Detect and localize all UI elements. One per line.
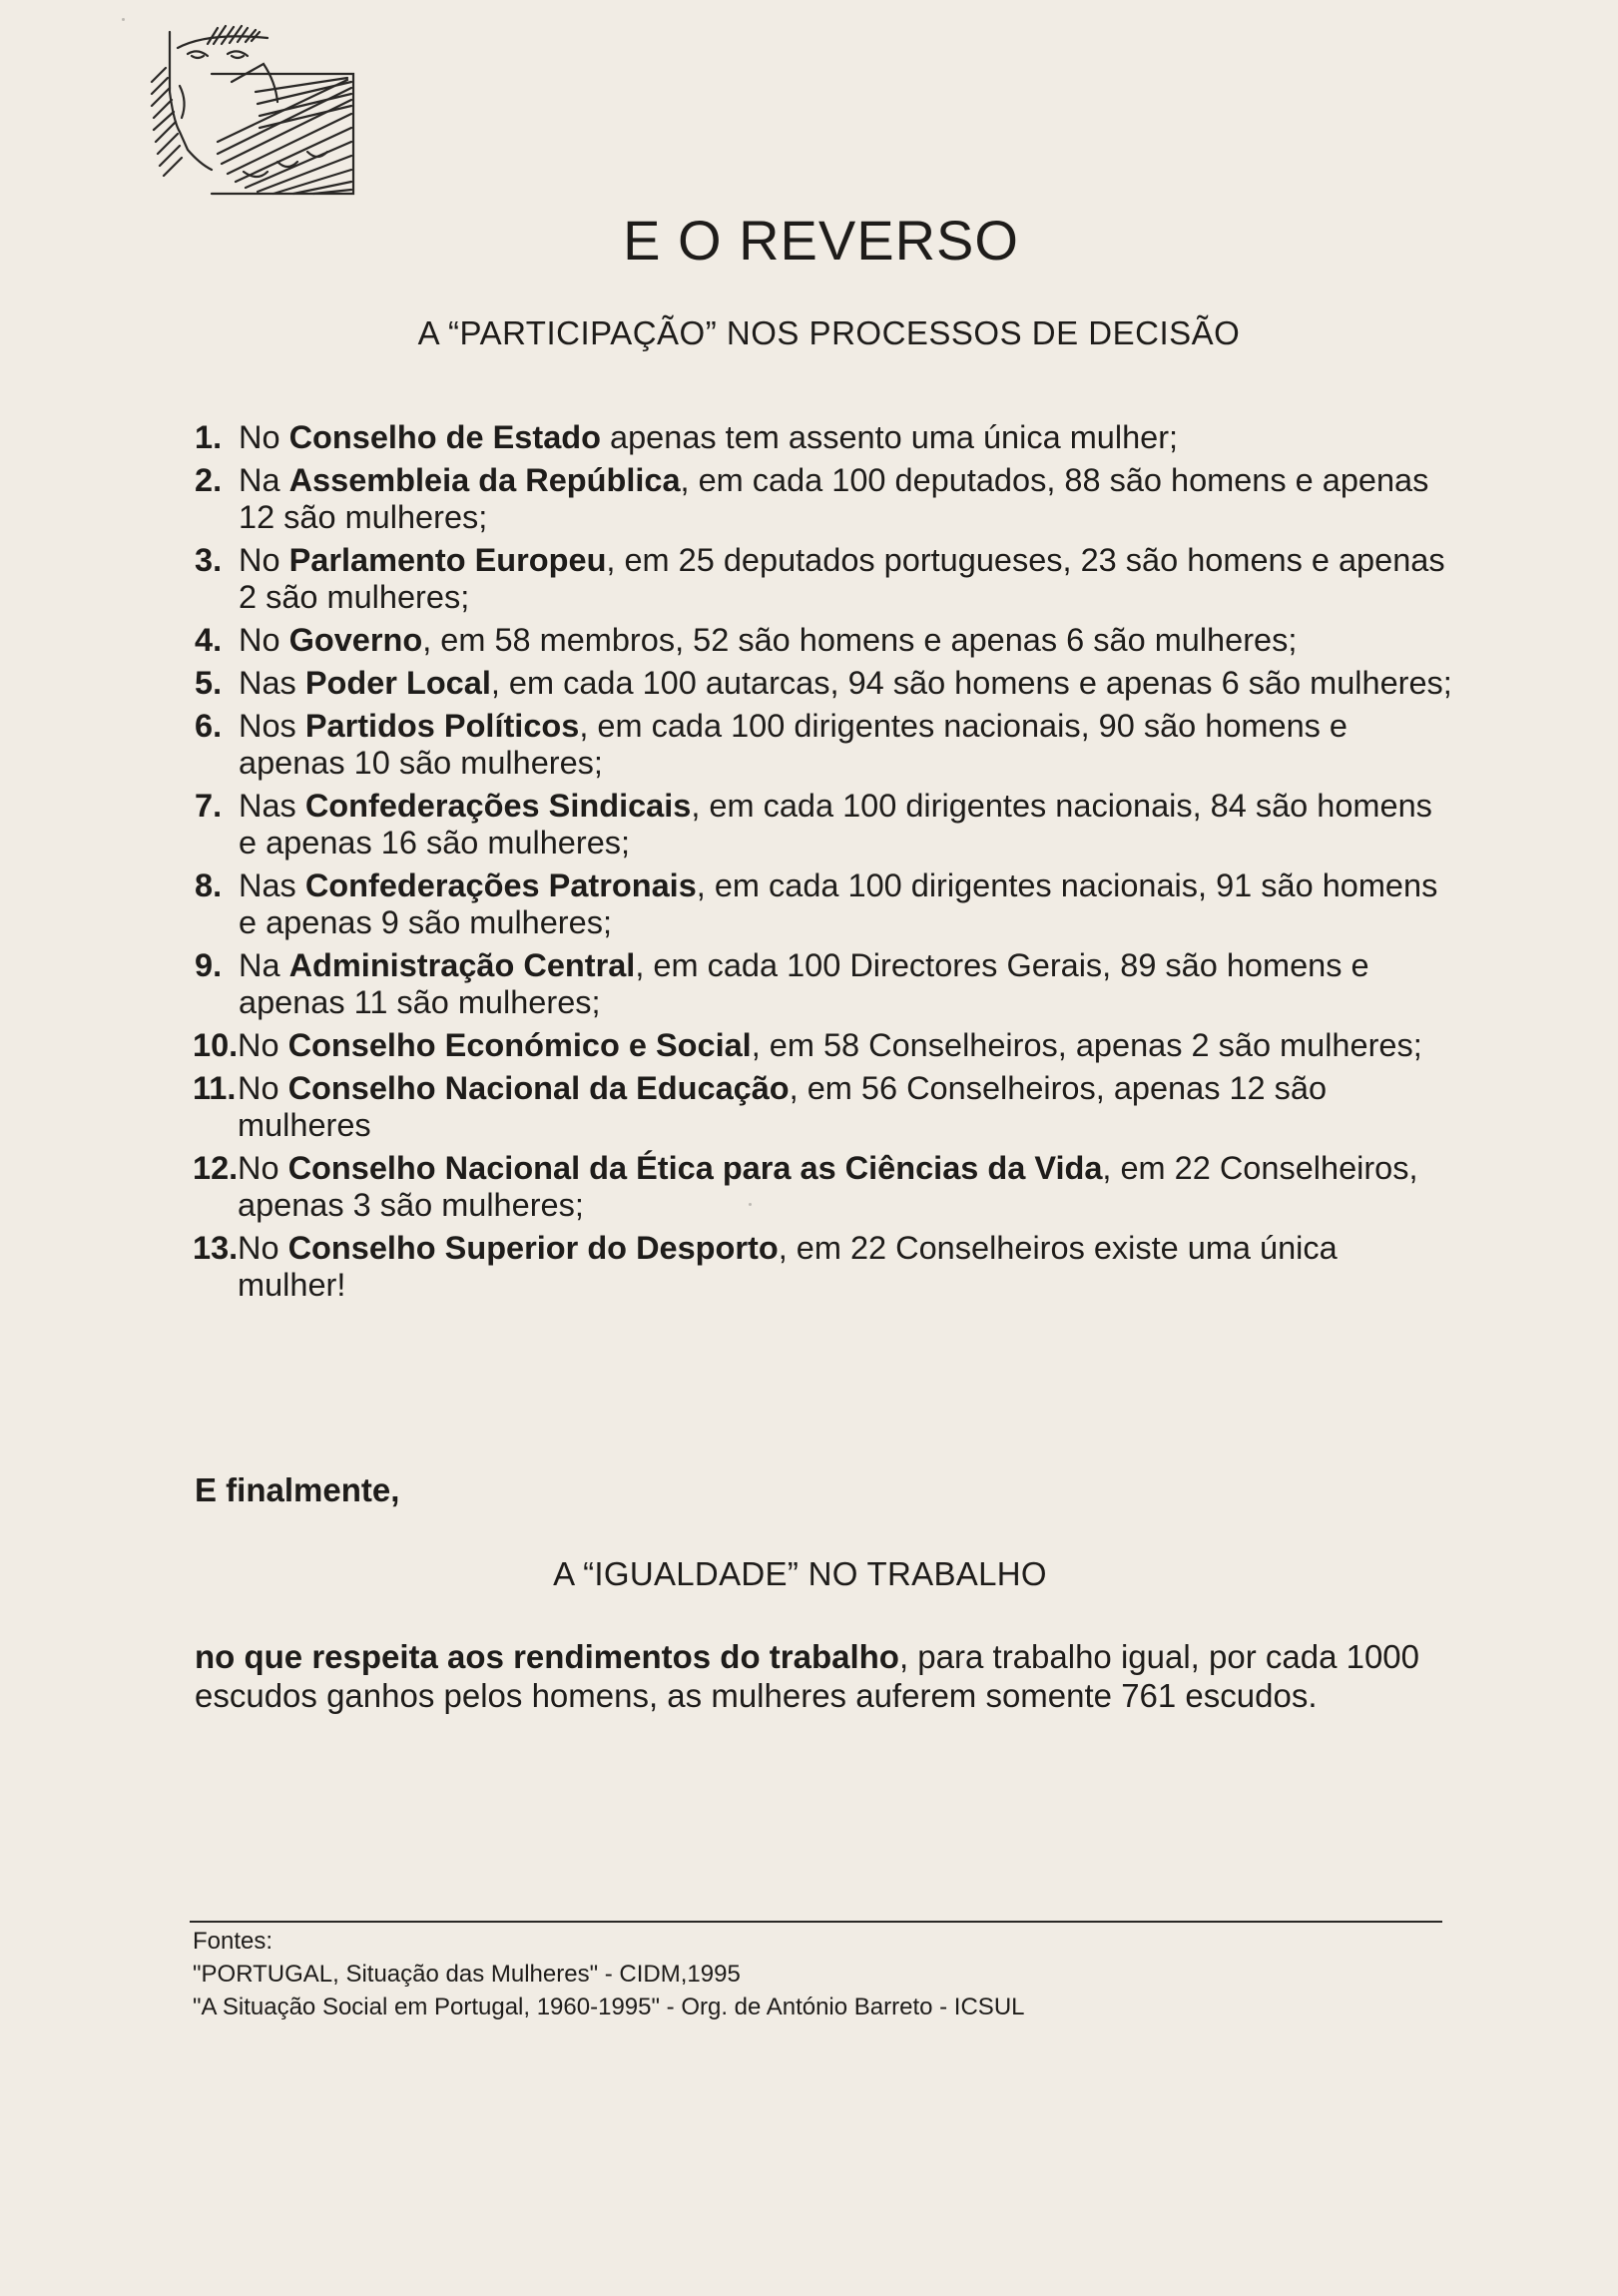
- list-item-institution: Governo: [288, 622, 423, 658]
- list-item-institution: Confederações Patronais: [304, 867, 697, 903]
- list-item-number: 3.: [195, 542, 223, 578]
- list-item-text: [239, 788, 1432, 861]
- list-item: [195, 867, 1452, 941]
- list-item-detail: , em cada 100 Directores Gerais, 89 são homens e apenas 11 são mulheres;: [239, 947, 1369, 1020]
- source-line: "A Situação Social em Portugal, 1960-1995" - Org. de António Barreto - ICSUL: [193, 1994, 1025, 2020]
- list-item-prefix: Nas: [239, 788, 305, 824]
- list-item-text: [239, 867, 1437, 940]
- list-item-prefix: No: [238, 1150, 288, 1186]
- list-item-number: 12.: [193, 1150, 239, 1186]
- list-item-text: [239, 622, 1297, 658]
- list-item-institution: Confederações Sindicais: [304, 788, 692, 824]
- list-item: [195, 1150, 1452, 1224]
- list-item-text: [238, 1150, 1418, 1223]
- list-item: [195, 708, 1452, 782]
- list-item-institution: Conselho Nacional da Educação: [287, 1070, 790, 1106]
- list-item-text: [239, 708, 1348, 781]
- list-item-detail: , em cada 100 dirigentes nacionais, 90 são homens e apenas 10 são mulheres;: [239, 708, 1348, 781]
- list-item-number: 9.: [195, 947, 223, 983]
- list-item: [195, 665, 1452, 702]
- list-item-detail: , em 56 Conselheiros, apenas 12 são mulheres: [238, 1070, 1328, 1143]
- list-item-institution: Poder Local: [304, 665, 491, 701]
- list-item-institution: Conselho Nacional da Ética para as Ciências da Vida: [287, 1150, 1103, 1186]
- list-item-text: [239, 419, 1178, 455]
- list-item-number: 7.: [195, 788, 223, 824]
- list-item-prefix: No: [238, 1027, 288, 1063]
- list-item-institution: Conselho Económico e Social: [287, 1027, 752, 1063]
- list-item: [195, 1027, 1452, 1064]
- list-item-detail: apenas tem assento uma única mulher;: [600, 419, 1179, 455]
- list-item-prefix: No: [239, 542, 289, 578]
- list-item-number: 10.: [193, 1027, 239, 1063]
- list-item-number: 2.: [195, 462, 223, 498]
- list-item-prefix: Nas: [239, 665, 305, 701]
- list-item-institution: Conselho de Estado: [288, 419, 601, 455]
- list-item-institution: Assembleia da República: [288, 462, 681, 498]
- list-item-number: 4.: [195, 622, 223, 658]
- section-heading-participation: A “PARTICIPAÇÃO” NOS PROCESSOS DE DECISÃO: [417, 314, 1241, 351]
- list-item: [195, 462, 1452, 536]
- paper-speck: [122, 18, 125, 21]
- face-sketch-logo: [148, 22, 357, 198]
- paper-speck: [749, 1203, 752, 1206]
- paragraph-bold-text: no que respeita aos rendimentos do trabalho: [195, 1638, 899, 1675]
- list-item-number: 13.: [193, 1230, 239, 1266]
- list-item-detail: , em 58 membros, 52 são homens e apenas 6 são mulheres;: [422, 622, 1298, 658]
- list-item-text: [238, 1230, 1338, 1303]
- list-item-prefix: Na: [239, 947, 289, 983]
- wage-paragraph: [195, 1637, 1452, 1715]
- footnote-divider: [190, 1921, 1442, 1923]
- list-item-number: 5.: [195, 665, 223, 701]
- page-title: E O REVERSO: [623, 209, 1019, 272]
- list-item-text: [239, 947, 1369, 1020]
- list-item: [195, 1070, 1452, 1144]
- section-heading-equality: A “IGUALDADE” NO TRABALHO: [553, 1555, 1047, 1592]
- list-item-number: 1.: [195, 419, 223, 455]
- list-item-detail: , em 22 Conselheiros, apenas 3 são mulheres;: [238, 1150, 1418, 1223]
- list-item-institution: Parlamento Europeu: [288, 542, 607, 578]
- list-item: [195, 947, 1452, 1021]
- list-item-prefix: No: [239, 419, 289, 455]
- list-item-prefix: No: [239, 622, 289, 658]
- list-item-number: 11.: [193, 1070, 237, 1106]
- list-item-detail: , em 58 Conselheiros, apenas 2 são mulheres;: [751, 1027, 1422, 1063]
- transition-text: E finalmente,: [195, 1471, 400, 1508]
- sources-block: [193, 1925, 1025, 2023]
- list-item-detail: , em cada 100 deputados, 88 são homens e apenas 12 são mulheres;: [239, 462, 1429, 535]
- list-item-detail: , em 22 Conselheiros existe uma única mulher!: [238, 1230, 1338, 1303]
- list-item: [195, 419, 1452, 456]
- list-item-institution: Administração Central: [288, 947, 636, 983]
- source-line: "PORTUGAL, Situação das Mulheres" - CIDM,1995: [193, 1961, 741, 1988]
- list-item-prefix: Na: [239, 462, 289, 498]
- list-item-detail: , em cada 100 dirigentes nacionais, 91 são homens e apenas 9 são mulheres;: [239, 867, 1438, 940]
- list-item-detail: , em 25 deputados portugueses, 23 são homens e apenas 2 são mulheres;: [239, 542, 1445, 615]
- statistics-list: [195, 419, 1452, 1310]
- sources-label: Fontes:: [193, 1928, 273, 1955]
- list-item-prefix: No: [238, 1070, 288, 1106]
- list-item-text: [239, 665, 1452, 701]
- list-item: [195, 542, 1452, 616]
- list-item-number: 6.: [195, 708, 223, 744]
- list-item: [195, 1230, 1452, 1304]
- list-item-institution: Conselho Superior do Desporto: [287, 1230, 779, 1266]
- list-item-number: 8.: [195, 867, 223, 903]
- paragraph-text: , para trabalho igual, por cada 1000 escudos ganhos pelos homens, as mulheres auferem somente 761 escudos.: [195, 1638, 1420, 1714]
- list-item-text: [238, 1070, 1327, 1143]
- list-item-text: [238, 1027, 1422, 1063]
- list-item-prefix: Nos: [239, 708, 305, 744]
- list-item: [195, 788, 1452, 861]
- list-item-detail: , em cada 100 dirigentes nacionais, 84 são homens e apenas 16 são mulheres;: [239, 788, 1432, 861]
- list-item-prefix: Nas: [239, 867, 305, 903]
- list-item-institution: Partidos Políticos: [304, 708, 580, 744]
- list-item-detail: , em cada 100 autarcas, 94 são homens e apenas 6 são mulheres;: [490, 665, 1452, 701]
- list-item-text: [239, 542, 1445, 615]
- list-item-text: [239, 462, 1428, 535]
- list-item: [195, 622, 1452, 659]
- list-item-prefix: No: [238, 1230, 288, 1266]
